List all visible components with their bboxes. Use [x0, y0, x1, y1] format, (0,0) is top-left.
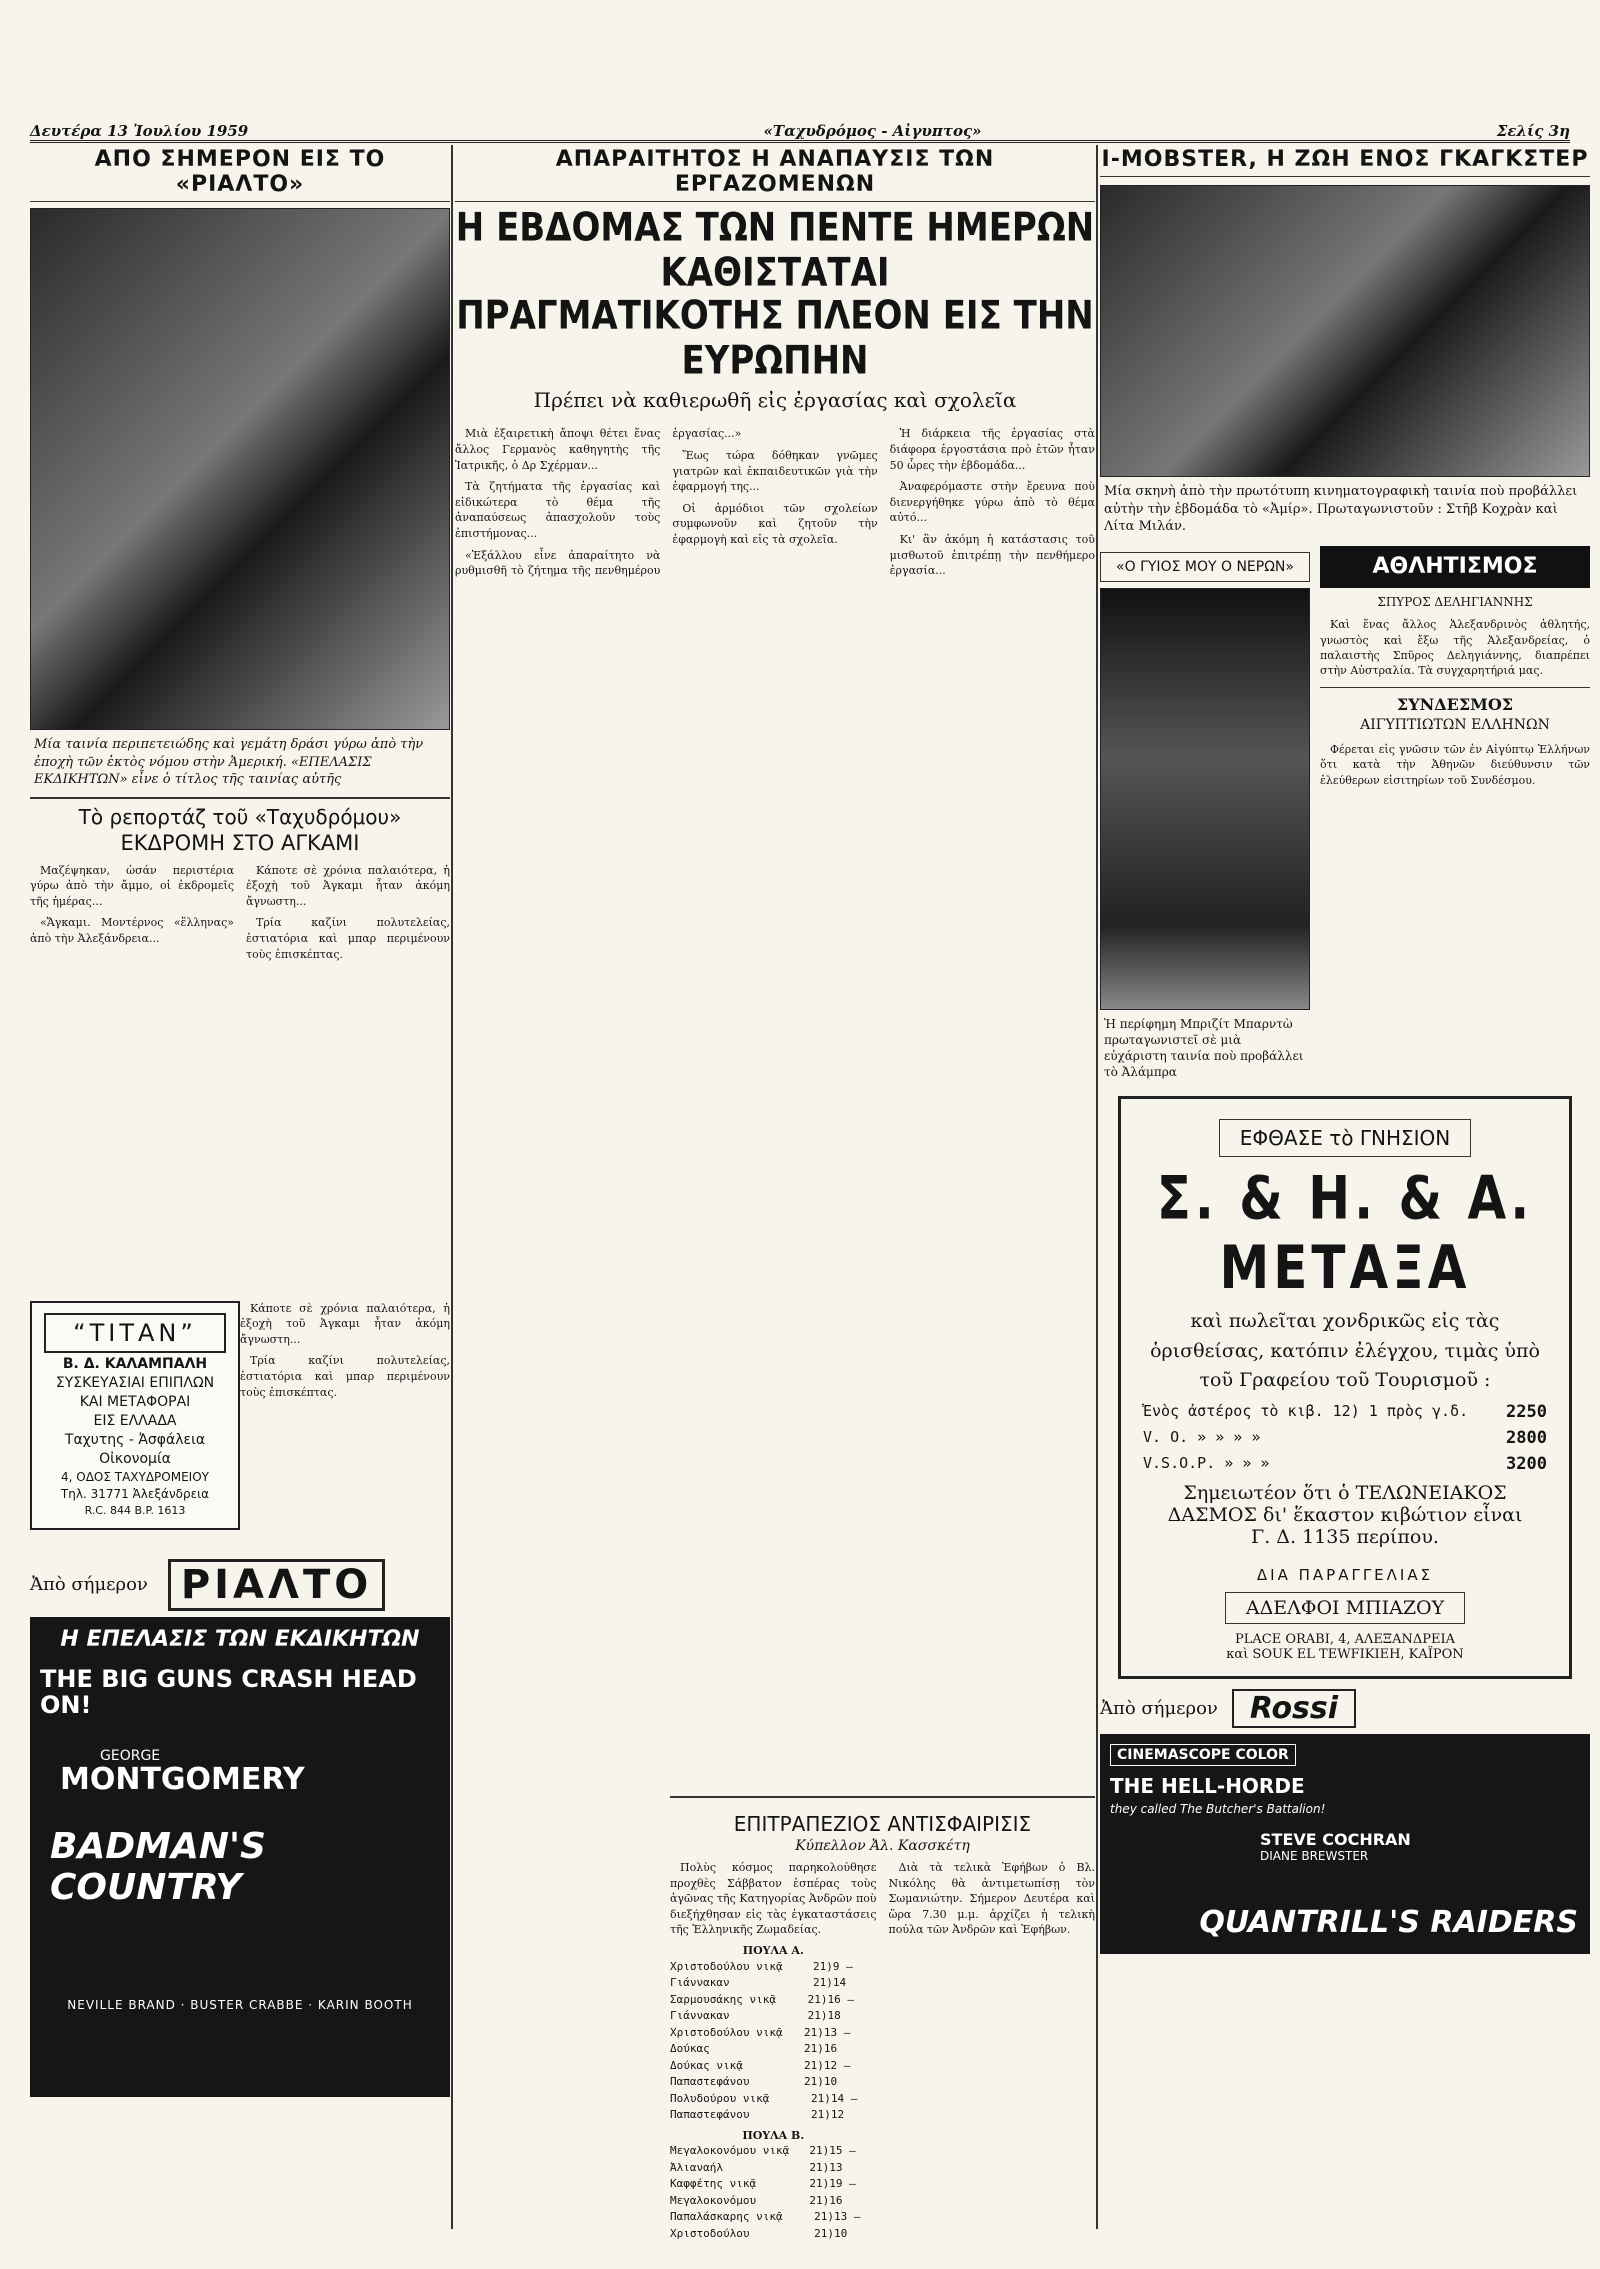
mobster-caption: Μία σκηνὴ ἀπὸ τὴν πρωτότυπη κινηματογραφικὴ ταινία ποὺ προβάλλει αὐτὴν τὴν ἑβδομάδα τὸ «Ἀμίρ». Πρωταγωνιστοῦν : Στῆβ Κοχρὰν καὶ Λίτα Μιλάν.	[1104, 484, 1578, 535]
customs-note: Γ. Δ. 1135 περίπου.	[1251, 1525, 1439, 1548]
poster-tagline: THE BIG GUNS CRASH HEAD ON!	[40, 1664, 417, 1720]
report-body	[30, 863, 450, 1293]
metaxa-ad	[1118, 1096, 1572, 1678]
table-tennis-title: ΕΠΙΤΡΑΠΕΖΙΟΣ ΑΝΤΙΣΦΑΙΡΙΣΙΣ	[733, 1812, 1032, 1837]
titan-slogan: Οἰκονομία	[99, 1450, 171, 1467]
report-title: Τὸ ρεπορτάζ τοῦ «Ταχυδρόμου»	[30, 797, 450, 829]
column-rule	[451, 145, 453, 2229]
headline-line-1: Η ΕΒΔΟΜΑΣ ΤΩΝ ΠΕΝΤΕ ΗΜΕΡΩΝ ΚΑΘΙΣΤΑΤΑΙ	[455, 204, 1095, 296]
rialto-ad-header	[30, 1559, 450, 1611]
titan-slogan: Ταχυτης - Ἀσφάλεια	[64, 1431, 206, 1448]
film-title: BADMAN'S COUNTRY	[50, 1825, 266, 1908]
result-row: Μεγαλοκονόμου νικᾷ Ἀλιαναήλ 21)15 — 21)13	[670, 2144, 856, 2174]
nero-title: «Ο ΓΥΙΟΣ ΜΟΥ Ο ΝΕΡΩΝ»	[1100, 552, 1310, 582]
orders-label: ΔΙΑ ΠΑΡΑΓΓΕΛΙΑΣ	[1256, 1565, 1434, 1584]
rest-kicker: ΑΠΑΡΑΙΤΗΤΟΣ Η ΑΝΑΠΑΥΣΙΣ ΤΩΝ ΕΡΓΑΖΟΜΕΝΩΝ	[455, 145, 1095, 202]
result-row: Παπαλάσκαρης νικᾷ Χριστοδούλου 21)13 — 21)10	[670, 2210, 861, 2240]
rossi-logo: Rossi	[1232, 1689, 1356, 1728]
titan-ad	[30, 1301, 240, 1530]
star-name: STEVE COCHRAN	[1260, 1829, 1411, 1849]
right-column	[1100, 145, 1590, 2229]
titan-registration: R.C. 844 B.P. 1613	[84, 1503, 186, 1517]
format-label: CINEMASCOPE COLOR	[1110, 1744, 1296, 1766]
star-name: DIANE BREWSTER	[1260, 1848, 1369, 1863]
customs-note: ΔΑΣΜΟΣ δι' ἕκαστον κιβώτιον εἶναι	[1167, 1503, 1523, 1526]
article-subhead: Πρέπει νὰ καθιερωθῆ εἰς ἐργασίας καὶ σχολεῖα	[533, 388, 1017, 413]
actor-first-name: GEORGE	[100, 1748, 161, 1765]
table-tennis-byline: Κύπελλον Ἀλ. Κασσκέτη	[795, 1838, 970, 1855]
report-paragraph: «Ἄγκαμι. Μοντέρνος «ἕλληνας» ἀπὸ τὴν Ἀλεξάνδρεια...	[30, 916, 234, 946]
titan-service: ΣΥΣΚΕΥΑΣΙΑΙ ΕΠΙΠΛΩΝ	[55, 1374, 215, 1391]
rossi-ad-header	[1100, 1689, 1590, 1728]
tennis-results	[670, 1860, 877, 2242]
nero-feature	[1100, 546, 1310, 1087]
report-continuation	[240, 1293, 450, 1551]
column-rule	[1096, 145, 1098, 2229]
report-paragraph: Τρία καζίνι πολυτελείας, ἑστιατόρια καὶ μπαρ περιμένουν τοὺς ἐπισκέπτας.	[246, 916, 450, 961]
result-row: Πολυδούρου νικᾷ Παπαστεφάνου 21)14 — 21)12	[670, 2091, 858, 2122]
table-tennis-section	[670, 1796, 1095, 2242]
sports-column	[1320, 546, 1590, 1087]
article-paragraph: Τὰ ζητήματα τῆς ἐργασίας καὶ εἰδικώτερα τὸ θέμα τῆς ἀναπαύσεως ἀπασχολοῦν τοὺς ἐπιστήμονας...	[455, 480, 661, 541]
from-today-label: Ἀπὸ σήμερον	[30, 1574, 148, 1596]
left-column	[30, 145, 450, 2229]
group-b-label: ΠΟΥΛΑ Β.	[742, 2128, 805, 2142]
article-paragraph: Μιὰ ἐξαιρετικὴ ἄποψι θέτει ἕνας ἄλλος Γερμανὸς καθηγητὴς τῆς Ἰατρικῆς, ὁ Δρ Σχέρμαν...	[455, 427, 661, 472]
masthead	[30, 110, 1570, 143]
tennis-intro: Πολὺς κόσμος παρηκολούθησε προχθὲς Σάββατον ἑσπέρας τοὺς ἀγῶνας τῆς Κατηγορίας Ἀνδρῶν ποὺ διεξήχθησαν εἰς τὰς ἐγκαταστάσεις τῆς Ἑλληνικῆς Ζωμαδείας.	[670, 1861, 877, 1936]
titan-brand: “ΤΙΤΑΝ”	[44, 1313, 226, 1353]
report-paragraph: Μαζέψηκαν, ὡσάν περιστέρια γύρω ἀπὸ τὴν ἄμμο, οἱ ἐκδρομεῖς τῆς ἡμέρας...	[30, 863, 234, 908]
film-still-photo	[30, 208, 450, 730]
five-day-week-article	[455, 426, 1095, 1796]
report-subtitle: ΕΚΔΡΟΜΗ ΣΤΟ ΑΓΚΑΜΙ	[120, 830, 360, 855]
distributor-name: ΑΔΕΛΦΟΙ ΜΠΙΑΖΟΥ	[1225, 1592, 1465, 1624]
quantrill-poster	[1100, 1734, 1590, 1954]
from-today-label: Ἀπὸ σήμερον	[1100, 1697, 1218, 1719]
newspaper-title: «Ταχυδρόμος - Αἰγυπτος»	[763, 122, 982, 140]
page-number: Σελίς 3η	[1496, 122, 1570, 140]
titan-service: ΚΑΙ ΜΕΤΑΦΟΡΑΙ	[79, 1393, 191, 1410]
greek-film-title: Η ΕΠΕΛΑΣΙΣ ΤΩΝ ΕΚΔΙΚΗΤΩΝ	[60, 1626, 420, 1652]
rialto-logo: ΡΙΑΛΤΟ	[168, 1559, 385, 1611]
result-row: Καφφέτης νικᾷ Μεγαλοκονόμου 21)19 — 21)16	[670, 2177, 856, 2207]
result-row: Δούκας νικᾷ Παπαστεφάνου 21)12 — 21)10	[670, 2058, 851, 2089]
article-paragraph: «Ἐξάλλου εἶνε ἀπαραίτητο νὰ ρυθμισθῆ τὸ ζήτημα τῆς πενθημέρου ἐργασίας...»	[455, 427, 742, 578]
actor-last-name: MONTGOMERY	[60, 1762, 305, 1798]
report-paragraph: Τρία καζίνι πολυτελείας, ἑστιατόρια καὶ μπαρ περιμένουν τοὺς ἐπισκέπτας.	[240, 1354, 450, 1399]
headline-line-2: ΠΡΑΓΜΑΤΙΚΟΤΗΣ ΠΛΕΟΝ ΕΙΣ ΤΗΝ ΕΥΡΩΠΗΝ	[456, 293, 1094, 385]
titan-address: 4, ΟΔΟΣ ΤΑΧΥΔΡΟΜΕΙΟΥ	[61, 1469, 209, 1484]
nero-caption: Ἡ περίφημη Μπριζίτ Μπαρντὼ πρωταγωνιστεῖ σὲ μιὰ εὐχάριστη ταινία ποὺ προβάλλει τὸ Ἀλάμπρα	[1104, 1016, 1304, 1080]
issue-date: Δευτέρα 13 Ἰουλίου 1959	[30, 122, 249, 140]
sports-subheading: ΣΠΥΡΟΣ ΔΕΛΗΓΙΑΝΝΗΣ	[1377, 595, 1533, 610]
price-row-vsop: V.S.O.P. » » » 3200	[1143, 1453, 1547, 1474]
price-row-vo: V. O. » » » » 2800	[1143, 1427, 1547, 1448]
sports-heading: ΑΘΛΗΤΙΣΜΟΣ	[1320, 546, 1590, 589]
result-row: Χριστοδούλου νικᾷ Γιάννακαν 21)9 — 21)14	[670, 1959, 853, 1990]
union-title: ΣΥΝΔΕΣΜΟΣ	[1320, 687, 1590, 716]
customs-note: Σημειωτέον ὅτι ὁ ΤΕΛΩΝΕΙΑΚΟΣ	[1183, 1481, 1507, 1504]
article-paragraph: Κι' ἂν ἀκόμη ἡ κατάστασις τοῦ μισθωτοῦ ἐπιτρέπῃ τὴν πενθήμερο ἐργασία...	[889, 533, 1095, 578]
distributor-address: PLACE ORABI, 4, ΑΛΕΞΑΝΔΡΕΙΑ	[1235, 1631, 1455, 1647]
titan-phone: Τηλ. 31771 Ἀλεξάνδρεια	[60, 1486, 210, 1501]
article-paragraph: Ἕως τώρα δόθηκαν γνῶμες γιατρῶν καὶ ἐκπαιδευτικῶν γιὰ τὴν ἐφαρμογή της...	[672, 448, 878, 494]
tennis-schedule-text: Διὰ τὰ τελικὰ Ἐφήβων ὁ Βλ. Νικόλης θὰ ἀντιμετωπίσῃ τὸν Σωμανιώτην. Σήμερον Δευτέρα καὶ ὥρα 7.30 μ.μ. ἀρχίζει ἡ τελικὴ πούλα τῶν Ἀνδρῶν καὶ Ἐφήβων.	[888, 1861, 1095, 1936]
sports-text: Καὶ ἕνας ἄλλος Ἀλεξανδρινὸς ἀθλητής, γνωστὸς καὶ ἔξω τῆς Ἀλεξανδρείας, ὁ παλαιστὴς Σπῦρος Δεληγιάννης, διαπρέπει στὴν Αὐστραλία. Τὰ συγχαρητήριά μας.	[1320, 618, 1590, 678]
report-paragraph: Κάποτε σὲ χρόνια παλαιότερα, ἡ ἐξοχὴ τοῦ Ἀγκαμι ἦταν ἀκόμη ἄγνωστη...	[240, 1301, 450, 1346]
titan-service: ΕΙΣ ΕΛΛΑΔΑ	[93, 1412, 177, 1429]
article-paragraph: Ἀναφερόμαστε στὴν ἔρευνα ποὺ διενεργήθηκε γύρω ἀπὸ τὸ θέμα αὐτό...	[889, 480, 1095, 525]
price-row-star: Ἐνὸς ἀστέρος τὸ κιβ. 12) 1 πρὸς γ.δ. 2250	[1143, 1401, 1547, 1422]
badmans-country-poster	[30, 1617, 450, 2097]
mobster-film-photo	[1100, 185, 1590, 477]
report-paragraph: Κάποτε σὲ χρόνια παλαιότερα, ἡ ἐξοχὴ τοῦ Ἀγκαμι ἦταν ἀκόμη ἄγνωστη...	[246, 863, 450, 908]
metaxa-brand: Σ. & Η. & Α. ΜΕΤΑΞΑ	[1156, 1163, 1534, 1303]
distributor-address: καὶ SOUK EL TEWFIKIEH, ΚΑΪΡΟΝ	[1226, 1646, 1464, 1662]
film-still-caption: Μία ταινία περιπετειώδης καὶ γεμάτη δράσι γύρω ἀπὸ τὴν ἐποχὴ τῶν ἐκτὸς νόμου στὴν Ἀμερική. «ΕΠΕΛΑΣΙΣ ΕΚΔΙΚΗΤΩΝ» εἶνε ὁ τίτλος τῆς ταινίας αὐτῆς	[34, 737, 424, 788]
poster-tagline: they called The Butcher's Battalion!	[1110, 1801, 1326, 1816]
metaxa-arrived: ΕΦΘΑΣΕ τὸ ΓΝΗΣΙΟΝ	[1219, 1119, 1471, 1157]
article-paragraph: Ἡ διάρκεια τῆς ἐργασίας στὰ διάφορα ἐργοστάσια πρὸ ἐτῶν ἦταν 50 ὧρες τὴν ἑβδομάδα...	[889, 427, 1095, 472]
result-row: Σαρμουσάκης νικᾷ Γιάννακαν 21)16 — 21)18	[670, 1992, 855, 2023]
article-paragraph: Οἱ ἀρμόδιοι τῶν σχολείων συμφωνοῦν καὶ ζητοῦν τὴν ἐφαρμογὴ καὶ εἰς τὰ σχολεῖα.	[672, 501, 878, 547]
result-row: Χριστοδούλου νικᾷ Δούκας 21)13 — 21)16	[670, 2025, 851, 2056]
center-column	[455, 145, 1095, 2240]
titan-owner: Β. Δ. ΚΑΛΑΜΠΑΛΗ	[62, 1355, 208, 1372]
union-text: Φέρεται εἰς γνῶσιν τῶν ἐν Αἰγύπτῳ Ἑλλήνων ὅτι κατὰ τὴν Ἀθηνῶν διεύθυνσιν τῶν ἐλεύθερων εἰσιτηρίων τοῦ Συνδέσμου.	[1320, 742, 1590, 787]
quantrill-title: QUANTRILL'S RAIDERS	[1199, 1904, 1578, 1940]
mobster-kicker: I-MOBSTER, Η ΖΩΗ ΕΝΟΣ ΓΚΑΓΚΣΤΕΡ	[1100, 145, 1590, 177]
group-a-label: ΠΟΥΛΑ Α.	[742, 1944, 804, 1958]
rialto-kicker: ΑΠΟ ΣΗΜΕΡΟΝ ΕΙΣ ΤΟ «ΡΙΑΛΤΟ»	[30, 145, 450, 202]
union-subtitle: ΑΙΓΥΠΤΙΩΤΩΝ ΕΛΛΗΝΩΝ	[1360, 717, 1550, 734]
hell-horde-title: THE HELL-HORDE	[1110, 1773, 1305, 1798]
tennis-schedule	[889, 1860, 1096, 2242]
supporting-cast: NEVILLE BRAND · BUSTER CRABBE · KARIN BOOTH	[67, 1997, 413, 2012]
bardot-photo	[1100, 588, 1310, 1010]
metaxa-body: καὶ πωλεῖται χονδρικῶς εἰς τὰς ὁρισθείσας, κατόπιν ἐλέγχου, τιμὰς ὑπὸ τοῦ Γραφείου τοῦ Τουρισμοῦ :	[1150, 1310, 1540, 1392]
